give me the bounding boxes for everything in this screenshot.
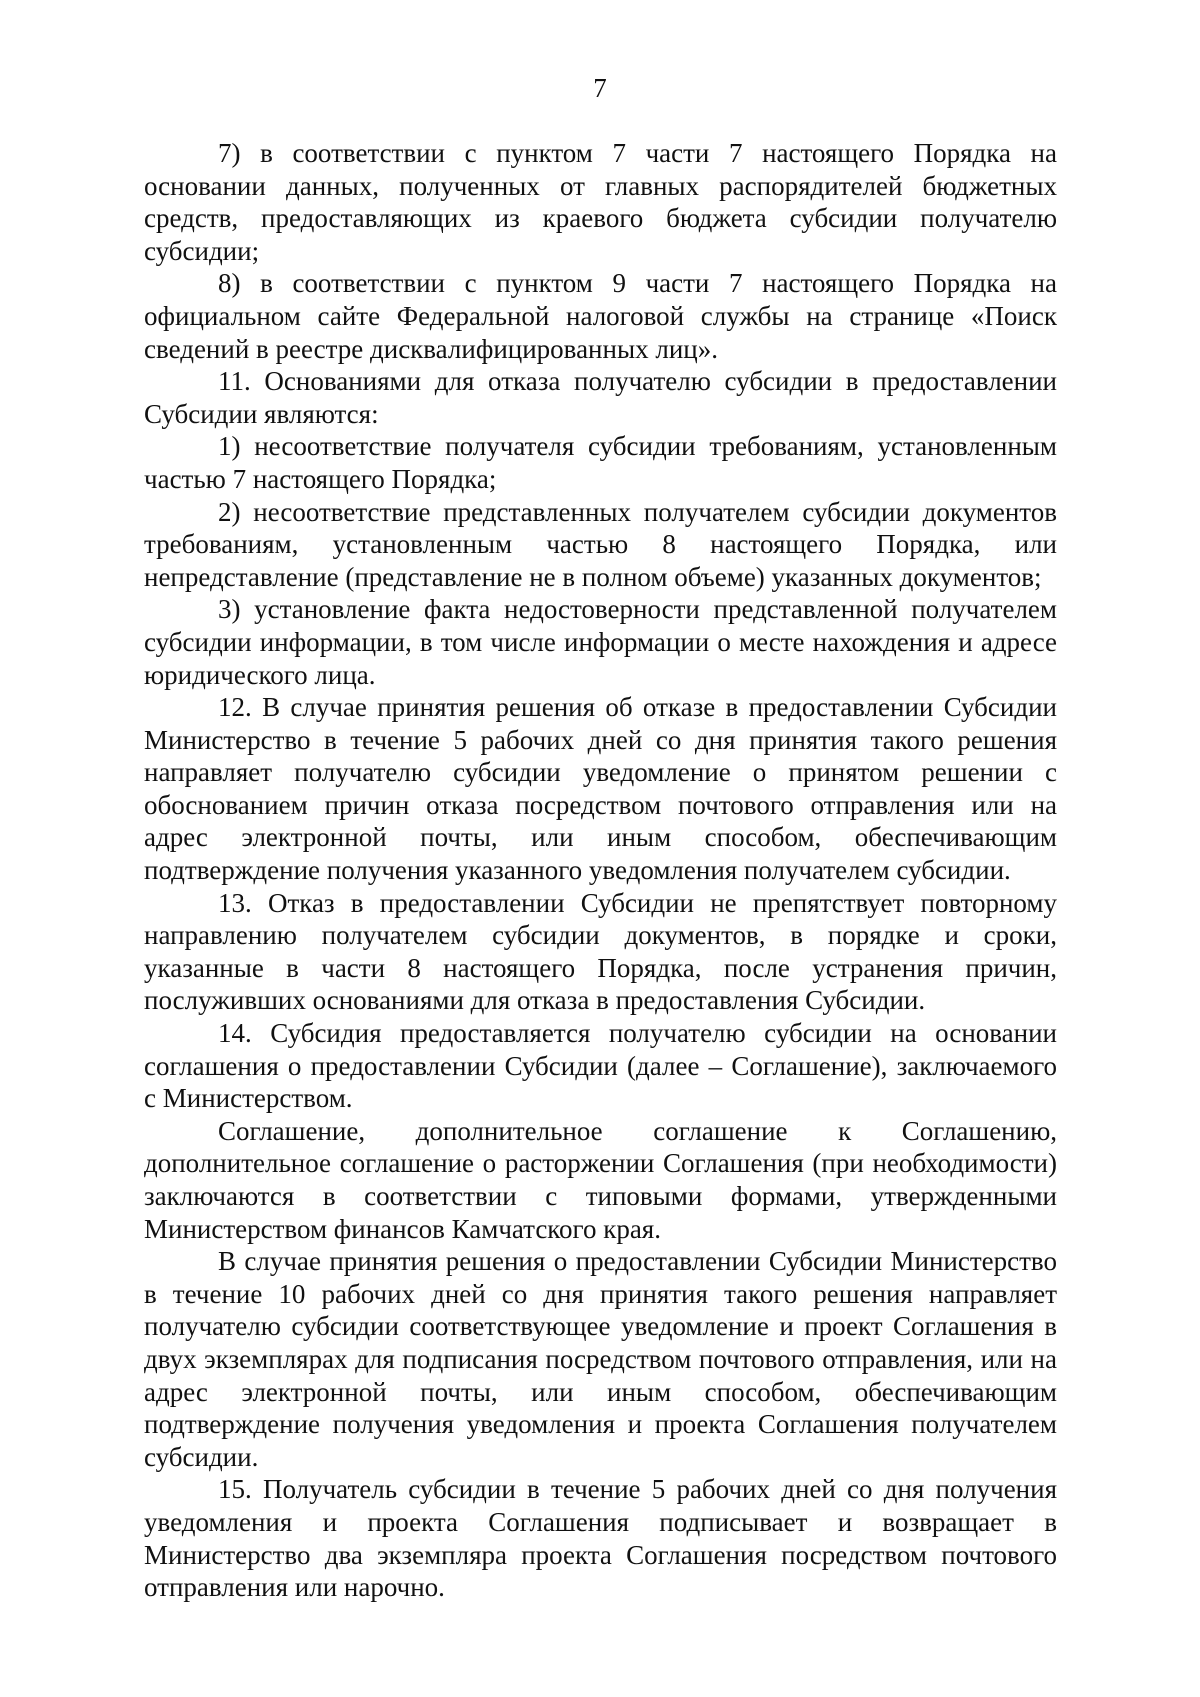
document-body — [144, 137, 1057, 1604]
paragraph-item-8: 8) в соответствии с пунктом 9 части 7 настоящего Порядка на официальном сайте Федеральной налоговой службы на странице «Поиск сведений в реестре дисквалифицированных лиц». — [144, 268, 1057, 364]
paragraph-agreement-forms: Соглашение, дополнительное соглашение к Соглашению, дополнительное соглашение о расторжении Соглашения (при необходимости) заключаются в соответствии с типовыми формами, утвержденными Министерством финансов Камчатского края. — [144, 1115, 1057, 1244]
paragraph-agreement-decision: В случае принятия решения о предоставлении Субсидии Министерство в течение 10 рабочих дней со дня принятия такого решения направляет получателю субсидии соответствующее уведомление и проект Соглашения в двух экземплярах для подписания посредством почтового отправления, или на адрес электронной почты, или иным способом, обеспечивающим подтверждение получения уведомления и проекта Соглашения получателем субсидии. — [144, 1246, 1057, 1472]
paragraph-section-15: 15. Получатель субсидии в течение 5 рабочих дней со дня получения уведомления и проекта Соглашения подписывает и возвращает в Министерство два экземпляра проекта Соглашения посредством почтового отправления или нарочно. — [144, 1474, 1057, 1603]
paragraph-item-2: 2) несоответствие представленных получателем субсидии документов требованиям, установленным частью 8 настоящего Порядка, или непредставление (представление не в полном объеме) указанных документов; — [144, 496, 1057, 592]
paragraph-item-1: 1) несоответствие получателя субсидии требованиям, установленным частью 7 настоящего Порядка; — [144, 431, 1057, 494]
paragraph-item-3: 3) установление факта недостоверности представленной получателем субсидии информации, в том числе информации о месте нахождения и адресе юридического лица. — [144, 594, 1057, 690]
paragraph-section-14: 14. Субсидия предоставляется получателю субсидии на основании соглашения о предоставлении Субсидии (далее – Соглашение), заключаемого с Министерством. — [144, 1018, 1057, 1114]
paragraph-section-13: 13. Отказ в предоставлении Субсидии не препятствует повторному направлению получателем субсидии документов, в порядке и сроки, указанные в части 8 настоящего Порядка, после устранения причин, послуживших основаниями для отказа в предоставления Субсидии. — [144, 887, 1057, 1016]
page-number: 7 — [593, 73, 607, 103]
paragraph-item-7: 7) в соответствии с пунктом 7 части 7 настоящего Порядка на основании данных, полученных от главных распорядителей бюджетных средств, предоставляющих из краевого бюджета субсидии получателю субсидии; — [144, 138, 1057, 266]
paragraph-section-12: 12. В случае принятия решения об отказе в предоставлении Субсидии Министерство в течение 5 рабочих дней со дня принятия такого решения направляет получателю субсидии уведомление о принятом решении с обоснованием причин отказа посредством почтового отправления или на адрес электронной почты, или иным способом, обеспечивающим подтверждение получения указанного уведомления получателем субсидии. — [144, 692, 1057, 886]
paragraph-section-11: 11. Основаниями для отказа получателю субсидии в предоставлении Субсидии являются: — [144, 366, 1057, 429]
